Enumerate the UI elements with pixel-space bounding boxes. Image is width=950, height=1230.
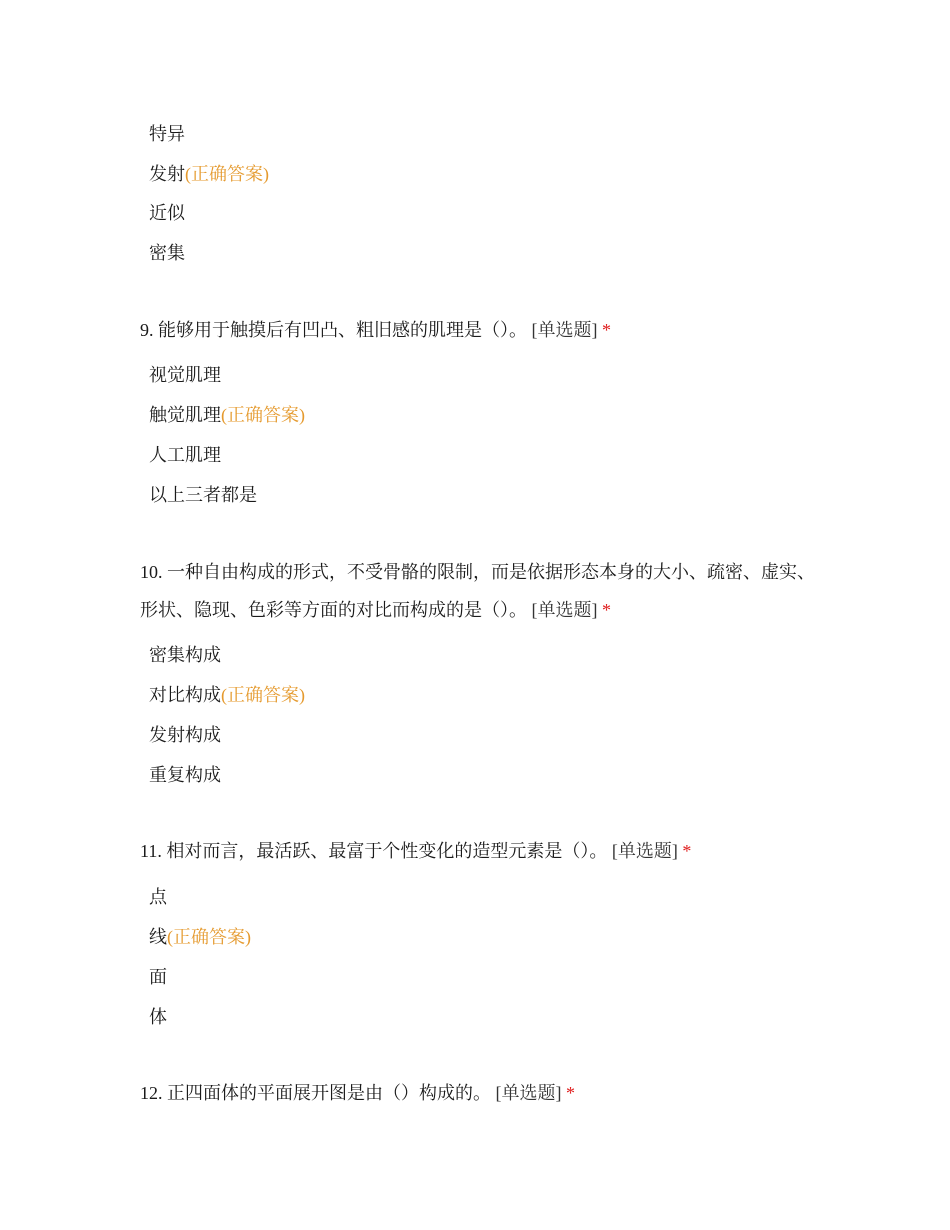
q9-option-2[interactable] [149, 403, 305, 427]
option-label: 人工肌理 [149, 445, 221, 465]
q9-option-3[interactable] [149, 443, 221, 467]
q8-option-4[interactable] [149, 241, 185, 265]
required-marker: * [682, 841, 692, 861]
question-9-title [140, 311, 820, 349]
q9-option-1[interactable] [149, 363, 221, 387]
option-label: 重复构成 [149, 765, 221, 785]
question-type: [单选题] [531, 600, 598, 620]
option-label: 密集 [149, 243, 185, 263]
option-label: 触觉肌理 [149, 405, 221, 425]
question-type: [单选题] [495, 1083, 562, 1103]
question-type: [单选题] [531, 320, 598, 340]
question-text: 12. 正四面体的平面展开图是由（）构成的。 [140, 1083, 491, 1103]
correct-answer-marker: (正确答案) [221, 685, 305, 705]
option-label: 发射构成 [149, 725, 221, 745]
option-label: 线 [149, 927, 167, 947]
option-label: 以上三者都是 [149, 485, 257, 505]
option-label: 对比构成 [149, 685, 221, 705]
option-label: 体 [149, 1007, 167, 1027]
required-marker: * [602, 600, 611, 620]
question-10-title [140, 553, 820, 629]
question-type: [单选题] [611, 841, 678, 861]
question-text: 11. 相对而言，最活跃、最富于个性变化的造型元素是（）。 [140, 841, 608, 861]
q10-option-1[interactable] [149, 643, 221, 667]
option-label: 视觉肌理 [149, 365, 221, 385]
question-11-title [140, 832, 820, 870]
required-marker: * [566, 1083, 575, 1103]
q9-option-4[interactable] [149, 483, 257, 507]
option-label: 点 [149, 887, 167, 907]
q10-option-4[interactable] [149, 763, 221, 787]
correct-answer-marker: (正确答案) [167, 927, 251, 947]
question-text: 9. 能够用于触摸后有凹凸、粗旧感的肌理是（）。 [140, 320, 527, 340]
correct-answer-marker: (正确答案) [221, 405, 305, 425]
question-text: 10. 一种自由构成的形式，不受骨骼的限制，而是依据形态本身的大小、疏密、虚实、形状、隐现、色彩等方面的对比而构成的是（）。 [140, 562, 815, 620]
option-label: 面 [149, 967, 167, 987]
option-label: 特异 [149, 124, 185, 144]
q11-option-2[interactable] [149, 925, 251, 949]
q11-option-4[interactable] [149, 1005, 167, 1029]
option-label: 发射 [149, 164, 185, 184]
correct-answer-marker: (正确答案) [185, 164, 269, 184]
q11-option-1[interactable] [149, 885, 167, 909]
q10-option-3[interactable] [149, 723, 221, 747]
q11-option-3[interactable] [149, 965, 167, 989]
question-12-title [140, 1074, 820, 1112]
q8-option-3[interactable] [149, 201, 185, 225]
q8-option-2[interactable] [149, 162, 269, 186]
option-label: 密集构成 [149, 645, 221, 665]
q10-option-2[interactable] [149, 683, 305, 707]
q8-option-1[interactable] [149, 122, 185, 146]
required-marker: * [602, 320, 611, 340]
option-label: 近似 [149, 203, 185, 223]
